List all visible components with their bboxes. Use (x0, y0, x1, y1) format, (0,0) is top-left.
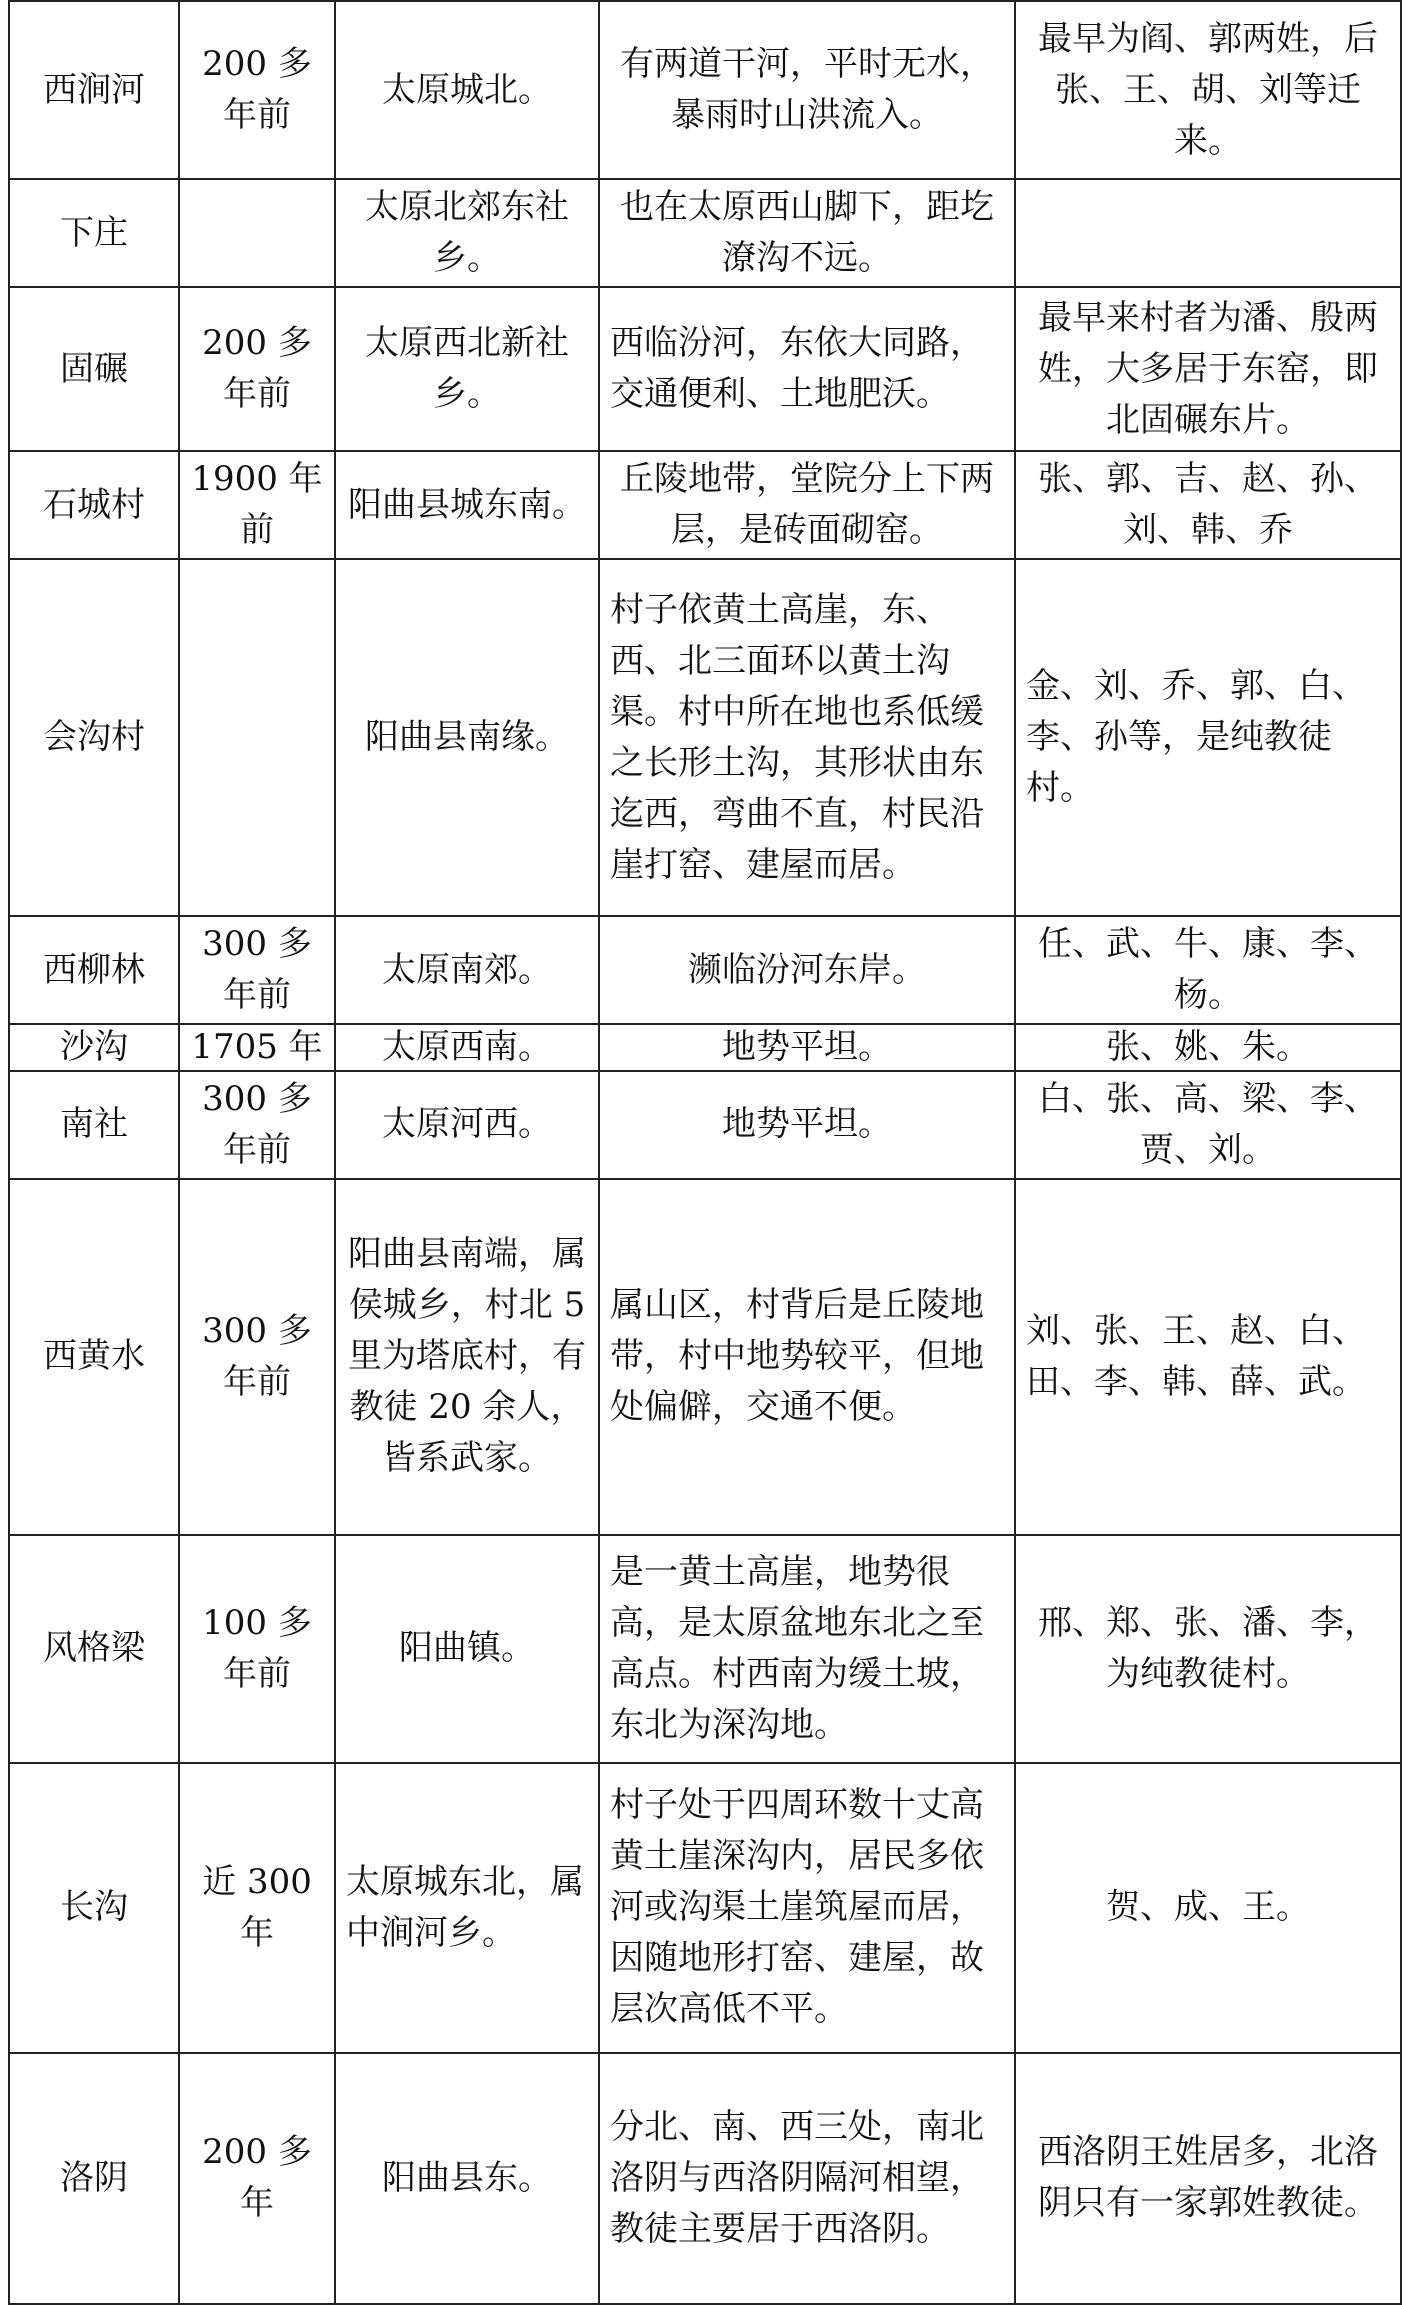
terrain-cell: 濒临汾河东岸。 (599, 916, 1015, 1024)
village-name-cell: 下庄 (9, 179, 179, 287)
location-cell: 阳曲镇。 (335, 1535, 599, 1763)
location-cell: 阳曲县南缘。 (335, 559, 599, 916)
table-row (9, 1763, 1401, 2053)
village-table (8, 0, 1402, 2305)
surnames-cell: 邢、郑、张、潘、李，为纯教徒村。 (1015, 1535, 1401, 1763)
founding-time-cell: 1705 年 (179, 1024, 335, 1071)
surnames-cell: 贺、成、王。 (1015, 1763, 1401, 2053)
surnames-cell: 刘、张、王、赵、白、田、李、韩、薛、武。 (1015, 1179, 1401, 1535)
surnames-cell: 张、姚、朱。 (1015, 1024, 1401, 1071)
table-row (9, 2053, 1401, 2304)
location-cell: 太原西北新社乡。 (335, 287, 599, 451)
terrain-cell: 丘陵地带，堂院分上下两层，是砖面砌窑。 (599, 451, 1015, 559)
founding-time-cell: 200 多年前 (179, 1, 335, 179)
terrain-cell: 属山区，村背后是丘陵地带，村中地势较平，但地处偏僻，交通不便。 (599, 1179, 1015, 1535)
terrain-cell: 分北、南、西三处，南北洛阴与西洛阴隔河相望，教徒主要居于西洛阴。 (599, 2053, 1015, 2304)
village-name-cell: 沙沟 (9, 1024, 179, 1071)
terrain-cell: 地势平坦。 (599, 1024, 1015, 1071)
village-name-cell: 西涧河 (9, 1, 179, 179)
location-cell: 太原南郊。 (335, 916, 599, 1024)
village-name-cell: 固碾 (9, 287, 179, 451)
table-row (9, 179, 1401, 287)
surnames-cell: 张、郭、吉、赵、孙、刘、韩、乔 (1015, 451, 1401, 559)
table-row (9, 1, 1401, 179)
village-name-cell: 会沟村 (9, 559, 179, 916)
village-name-cell: 石城村 (9, 451, 179, 559)
founding-time-cell: 200 多年 (179, 2053, 335, 2304)
founding-time-cell: 300 多年前 (179, 916, 335, 1024)
founding-time-cell: 300 多年前 (179, 1179, 335, 1535)
terrain-cell: 村子处于四周环数十丈高黄土崖深沟内，居民多依河或沟渠土崖筑屋而居，因随地形打窑、建屋，故层次高低不平。 (599, 1763, 1015, 2053)
terrain-cell: 有两道干河，平时无水，暴雨时山洪流入。 (599, 1, 1015, 179)
location-cell: 太原河西。 (335, 1071, 599, 1179)
table-row (9, 451, 1401, 559)
surnames-cell: 最早为阎、郭两姓，后张、王、胡、刘等迁来。 (1015, 1, 1401, 179)
location-cell: 阳曲县城东南。 (335, 451, 599, 559)
terrain-cell: 村子依黄土高崖，东、西、北三面环以黄土沟渠。村中所在地也系低缓之长形土沟，其形状由东迄西，弯曲不直，村民沿崖打窑、建屋而居。 (599, 559, 1015, 916)
location-cell: 阳曲县南端，属侯城乡，村北 5 里为塔底村，有教徒 20 余人，皆系武家。 (335, 1179, 599, 1535)
table-row (9, 1535, 1401, 1763)
location-cell: 阳曲县东。 (335, 2053, 599, 2304)
village-name-cell: 南社 (9, 1071, 179, 1179)
location-cell: 太原城北。 (335, 1, 599, 179)
village-name-cell: 风格梁 (9, 1535, 179, 1763)
location-cell: 太原西南。 (335, 1024, 599, 1071)
surnames-cell: 白、张、高、梁、李、贾、刘。 (1015, 1071, 1401, 1179)
founding-time-cell (179, 179, 335, 287)
founding-time-cell: 近 300 年 (179, 1763, 335, 2053)
terrain-cell: 西临汾河，东依大同路，交通便利、土地肥沃。 (599, 287, 1015, 451)
founding-time-cell: 300 多年前 (179, 1071, 335, 1179)
surnames-cell: 金、刘、乔、郭、白、李、孙等，是纯教徒村。 (1015, 559, 1401, 916)
founding-time-cell: 1900 年前 (179, 451, 335, 559)
village-name-cell: 长沟 (9, 1763, 179, 2053)
table-row (9, 1071, 1401, 1179)
location-cell: 太原城东北，属中涧河乡。 (335, 1763, 599, 2053)
terrain-cell: 也在太原西山脚下，距圪潦沟不远。 (599, 179, 1015, 287)
terrain-cell: 是一黄土高崖，地势很高，是太原盆地东北之至高点。村西南为缓土坡，东北为深沟地。 (599, 1535, 1015, 1763)
village-name-cell: 西柳林 (9, 916, 179, 1024)
founding-time-cell (179, 559, 335, 916)
village-name-cell: 洛阴 (9, 2053, 179, 2304)
table-row (9, 916, 1401, 1024)
location-cell: 太原北郊东社乡。 (335, 179, 599, 287)
terrain-cell: 地势平坦。 (599, 1071, 1015, 1179)
surnames-cell: 最早来村者为潘、殷两姓，大多居于东窑，即北固碾东片。 (1015, 287, 1401, 451)
table-row (9, 287, 1401, 451)
village-name-cell: 西黄水 (9, 1179, 179, 1535)
table-row (9, 559, 1401, 916)
founding-time-cell: 200 多年前 (179, 287, 335, 451)
table-row (9, 1024, 1401, 1071)
table-row (9, 1179, 1401, 1535)
founding-time-cell: 100 多年前 (179, 1535, 335, 1763)
surnames-cell: 西洛阴王姓居多，北洛阴只有一家郭姓教徒。 (1015, 2053, 1401, 2304)
surnames-cell: 任、武、牛、康、李、杨。 (1015, 916, 1401, 1024)
surnames-cell (1015, 179, 1401, 287)
